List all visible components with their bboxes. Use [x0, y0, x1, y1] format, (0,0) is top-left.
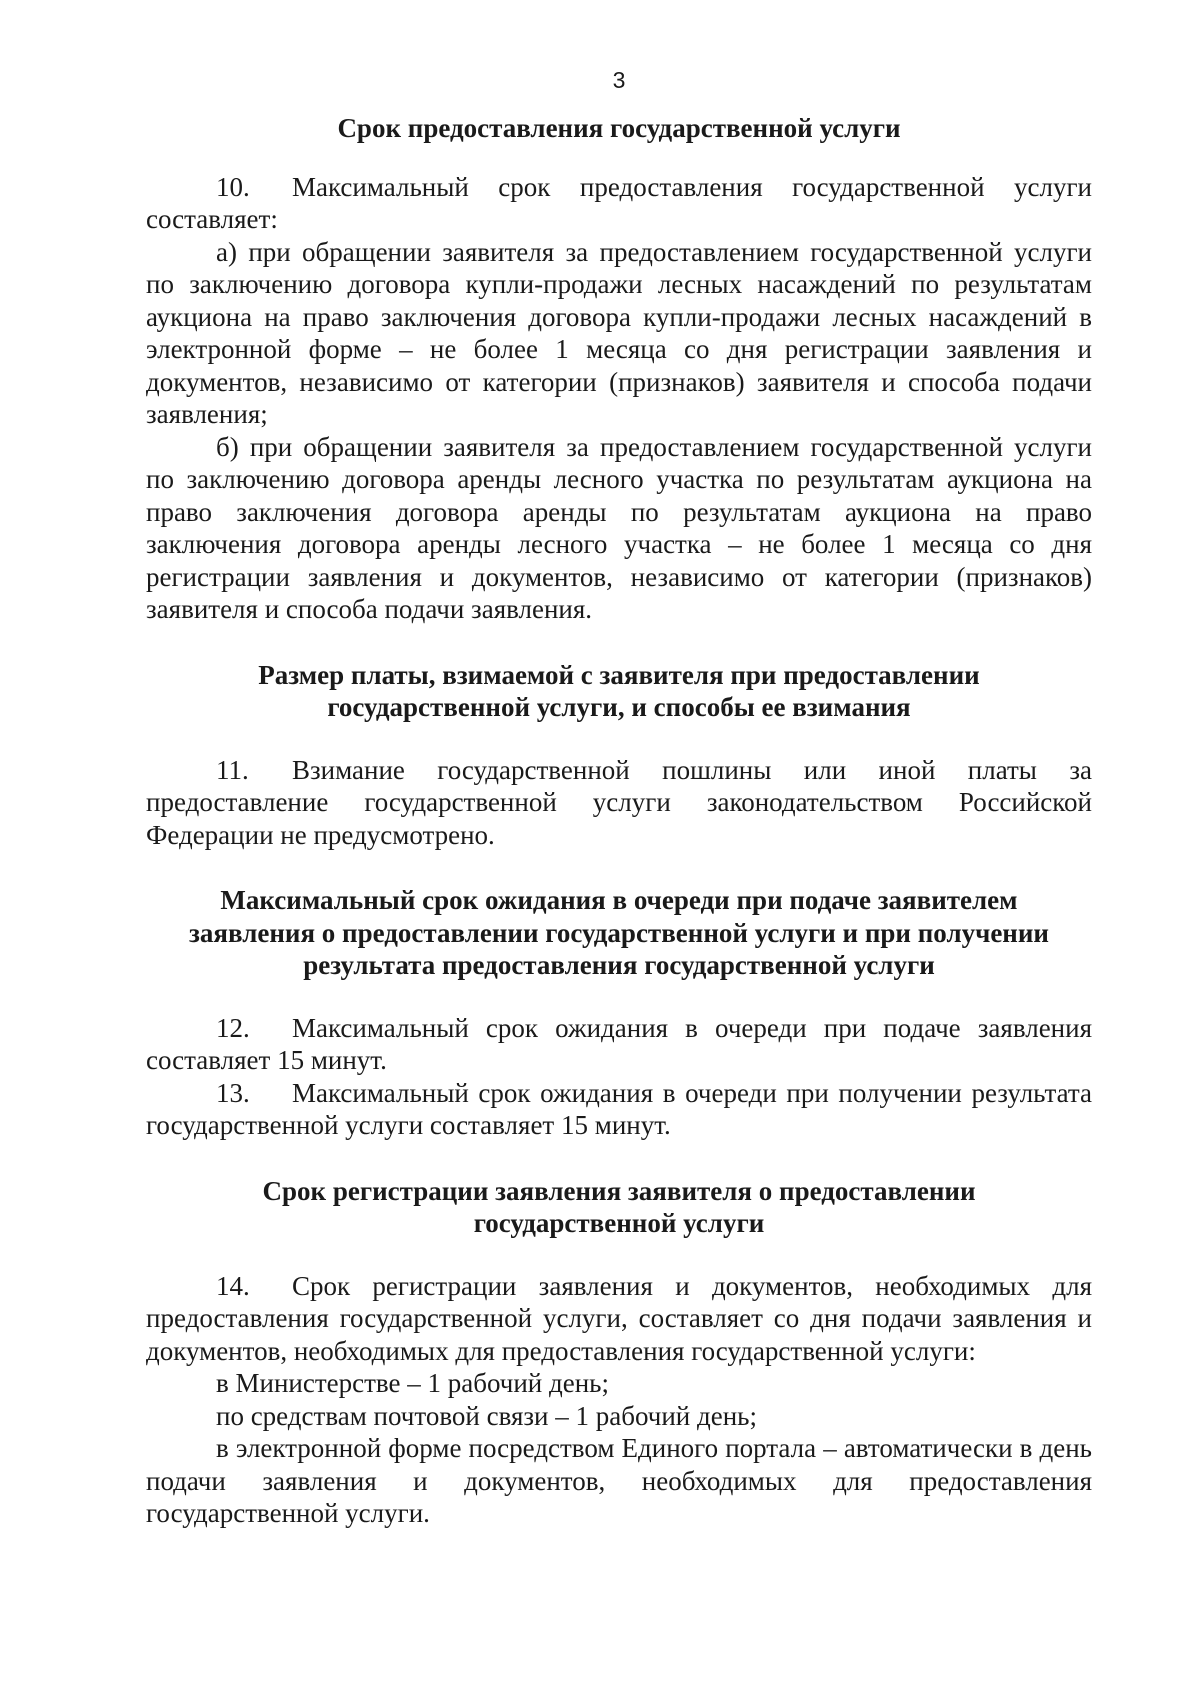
paragraph-text: по средствам почтовой связи – 1 рабочий день; [216, 1400, 757, 1431]
paragraph-text: Взимание государственной пошлины или иной платы за предоставление государственной услуги законодательством Российской Федерации не предусмотрено. [146, 754, 1092, 850]
section-registration-term [146, 1175, 1092, 1530]
paragraph-text: Максимальный срок ожидания в очереди при подаче заявления составляет 15 минут. [146, 1012, 1092, 1075]
paragraph-number: 13. [216, 1077, 250, 1108]
paragraph-13 [146, 1077, 1092, 1142]
paragraph-11 [146, 754, 1092, 852]
section-heading [146, 1175, 1092, 1240]
spacer [146, 982, 1092, 1012]
paragraph-text: б) при обращении заявителя за предоставлением государственной услуги по заключению договора аренды лесного участка по результатам аукциона на право заключения договора аренды по результатам аукциона на право заключения договора аренды лесного участка – не более 1 месяца со дня регистрации заявления и документов, независимо от категории (признаков) заявителя и способа подачи заявления. [146, 431, 1092, 624]
paragraph-14-portal [146, 1432, 1092, 1530]
paragraph-number: 12. [216, 1012, 250, 1043]
heading-line: Максимальный срок ожидания в очереди при подаче заявителем [220, 885, 1018, 915]
spacer [146, 145, 1092, 171]
section-service-term [146, 112, 1092, 626]
paragraph-12 [146, 1012, 1092, 1077]
paragraph-10 [146, 171, 1092, 236]
heading-line: заявления о предоставлении государственной услуги и при получении [189, 917, 1049, 948]
paragraph-14 [146, 1270, 1092, 1368]
page-number: 3 [612, 67, 626, 93]
heading-line: Срок предоставления государственной услуги [337, 113, 901, 143]
paragraph-text: в электронной форме посредством Единого портала – автоматически в день подачи заявления и документов, необходимых для предоставления государственной услуги. [146, 1433, 1092, 1528]
spacer [146, 1240, 1092, 1270]
heading-line: Срок регистрации заявления заявителя о предоставлении [262, 1175, 976, 1206]
section-heading [146, 659, 1092, 724]
paragraph-text: в Министерстве – 1 рабочий день; [216, 1368, 609, 1398]
paragraph-text: Максимальный срок ожидания в очереди при получении результата государственной услуги составляет 15 минут. [146, 1077, 1092, 1140]
heading-line: государственной услуги, и способы ее взимания [327, 692, 911, 722]
paragraph-10a [146, 236, 1092, 431]
heading-line: результата предоставления государственной услуги [303, 950, 935, 980]
paragraph-text: а) при обращении заявителя за предоставлением государственной услуги по заключению договора купли-продажи лесных насаждений по результатам аукциона на право заключения договора купли-продажи лесных насаждений в электронной форме – не более 1 месяца со дня регистрации заявления и документов, независимо от категории (признаков) заявителя и способа подачи заявления; [146, 236, 1092, 429]
paragraph-10b [146, 431, 1092, 626]
spacer [146, 851, 1092, 884]
paragraph-14-ministry [146, 1367, 1092, 1400]
spacer [146, 1142, 1092, 1175]
spacer [146, 724, 1092, 754]
heading-line: Размер платы, взимаемой с заявителя при предоставлении [258, 659, 980, 690]
section-heading [146, 112, 1092, 145]
paragraph-number: 14. [216, 1270, 250, 1301]
paragraph-number: 11. [216, 754, 249, 785]
section-queue-time [146, 884, 1092, 1142]
paragraph-text: Максимальный срок предоставления государственной услуги составляет: [146, 171, 1092, 234]
section-heading [146, 884, 1092, 982]
paragraph-number: 10. [216, 171, 250, 202]
heading-line: государственной услуги [473, 1208, 765, 1238]
paragraph-14-post [146, 1400, 1092, 1433]
section-fee [146, 659, 1092, 852]
spacer [146, 626, 1092, 659]
paragraph-text: Срок регистрации заявления и документов, необходимых для предоставления государственной услуги, составляет со дня подачи заявления и документов, необходимых для предоставления государственной услуги: [146, 1270, 1092, 1366]
